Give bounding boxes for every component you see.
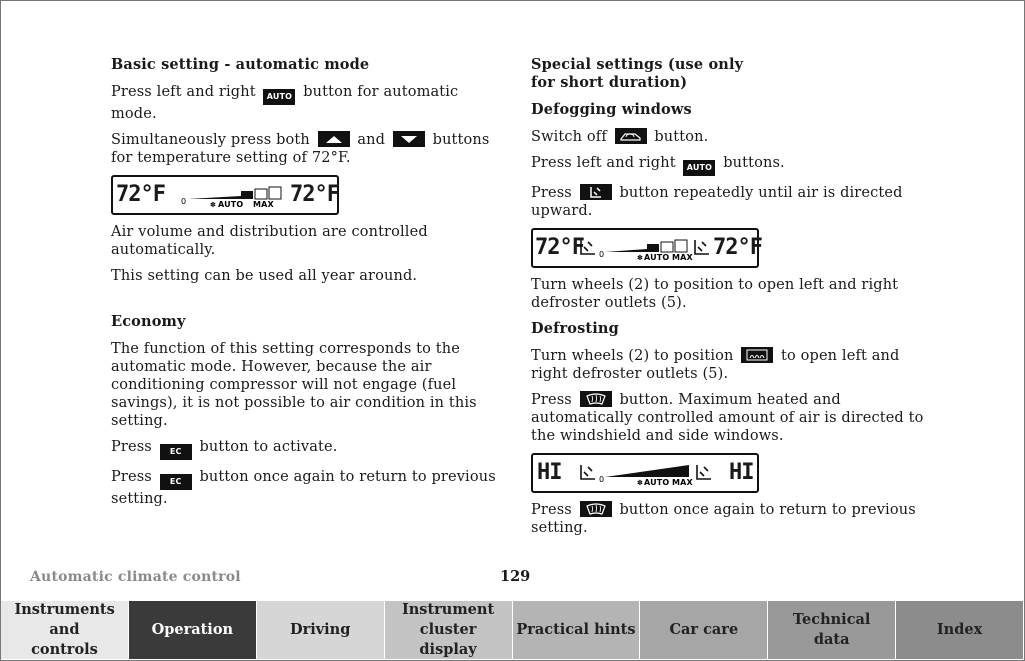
display-left-temp: 72°F — [535, 235, 584, 260]
display-max-label: MAX — [672, 253, 693, 262]
defrost-button-icon — [580, 501, 612, 517]
wheel-position-icon — [741, 347, 773, 363]
climate-display-defrost — [531, 453, 759, 493]
defrost-text-1: Turn wheels (2) to position to open left and right defroster outlets (5). — [531, 348, 900, 382]
tab-driving[interactable]: Driving — [257, 601, 385, 659]
right-column — [531, 56, 931, 545]
tab-instrument-cluster-display[interactable]: Instrument cluster display — [385, 601, 513, 659]
display-right-temp: 72°F — [290, 182, 339, 207]
display-auto-label: AUTO — [218, 200, 244, 209]
seat-airflow-icon — [695, 240, 709, 254]
defrost-text-3: Press button once again to return to previous setting. — [531, 502, 916, 536]
display-left-temp: HI — [537, 460, 562, 485]
display-zero: 0 — [181, 197, 187, 206]
basic-setting-heading: Basic setting - automatic mode — [111, 56, 370, 73]
display-zero: 0 — [599, 475, 605, 484]
defog-text-3: Press button repeatedly until air is directed upward. — [531, 185, 903, 219]
tab-index[interactable]: Index — [896, 601, 1024, 659]
defogging-heading: Defogging windows — [531, 101, 692, 118]
left-column — [111, 56, 501, 516]
svg-text:✽: ✽ — [637, 254, 644, 262]
defrost-button-icon — [580, 391, 612, 407]
display-right-temp: HI — [729, 460, 754, 485]
defrost-text-2: Press button. Maximum heated and automatically controlled amount of air is directed to the windshield and side windows. — [531, 392, 924, 444]
display-auto-label: AUTO — [644, 253, 670, 262]
ec-button-icon: EC — [160, 474, 192, 490]
ec-button-icon: EC — [160, 444, 192, 460]
auto-button-icon: AUTO — [683, 160, 715, 176]
air-distribution-button-icon — [580, 184, 612, 200]
climate-display-defog — [531, 228, 762, 268]
basic-setting-text-2: Simultaneously press both and buttons for temperature setting of 72°F. — [111, 132, 490, 166]
svg-text:✽: ✽ — [210, 201, 217, 209]
svg-text:✽: ✽ — [637, 479, 644, 487]
display-zero: 0 — [599, 250, 605, 259]
chapter-tab-bar — [1, 601, 1024, 659]
temp-up-button-icon — [318, 131, 350, 147]
defrosting-heading: Defrosting — [531, 320, 619, 337]
economy-heading: Economy — [111, 313, 186, 330]
seat-airflow-icon — [581, 240, 595, 254]
display-max-label: MAX — [253, 200, 274, 209]
basic-setting-text-3: Air volume and distribution are controlled automatically. — [111, 224, 428, 258]
tab-instruments-and-controls[interactable]: Instruments and controls — [1, 601, 129, 659]
fan-bar-graphic — [533, 455, 757, 491]
climate-display-auto — [111, 175, 339, 215]
special-settings-heading: Special settings (use only for short duration) — [531, 56, 744, 91]
defog-text-2: Press left and right AUTO buttons. — [531, 154, 931, 176]
display-right-temp: 72°F — [713, 235, 762, 260]
display-left-temp: 72°F — [116, 182, 165, 207]
auto-button-icon: AUTO — [263, 89, 295, 105]
display-auto-label: AUTO — [644, 478, 670, 487]
tab-technical-data[interactable]: Technical data — [768, 601, 896, 659]
economy-text-1: The function of this setting corresponds to the automatic mode. However, because the air conditioning compressor will not engage (fuel savings), it is not possible to air condition in this setting. — [111, 341, 477, 429]
tab-car-care[interactable]: Car care — [640, 601, 768, 659]
defog-text-1: Switch off button. — [531, 129, 709, 145]
basic-setting-text-4: This setting can be used all year around. — [111, 268, 418, 284]
tab-operation[interactable]: Operation — [129, 601, 257, 659]
seat-airflow-icon — [581, 465, 595, 479]
recirculation-button-icon — [615, 128, 647, 144]
economy-text-3: Press EC button once again to return to previous setting. — [111, 469, 496, 507]
page-number: 129 — [500, 568, 531, 585]
basic-setting-text-1: Press left and right AUTO button for automatic mode. — [111, 84, 459, 122]
seat-airflow-icon — [697, 465, 711, 479]
temp-down-button-icon — [393, 131, 425, 147]
tab-practical-hints[interactable]: Practical hints — [513, 601, 641, 659]
economy-text-2: Press EC button to activate. — [111, 438, 501, 460]
defog-text-4: Turn wheels (2) to position to open left and right defroster outlets (5). — [531, 277, 899, 311]
section-title: Automatic climate control — [30, 569, 241, 585]
display-max-label: MAX — [672, 478, 693, 487]
